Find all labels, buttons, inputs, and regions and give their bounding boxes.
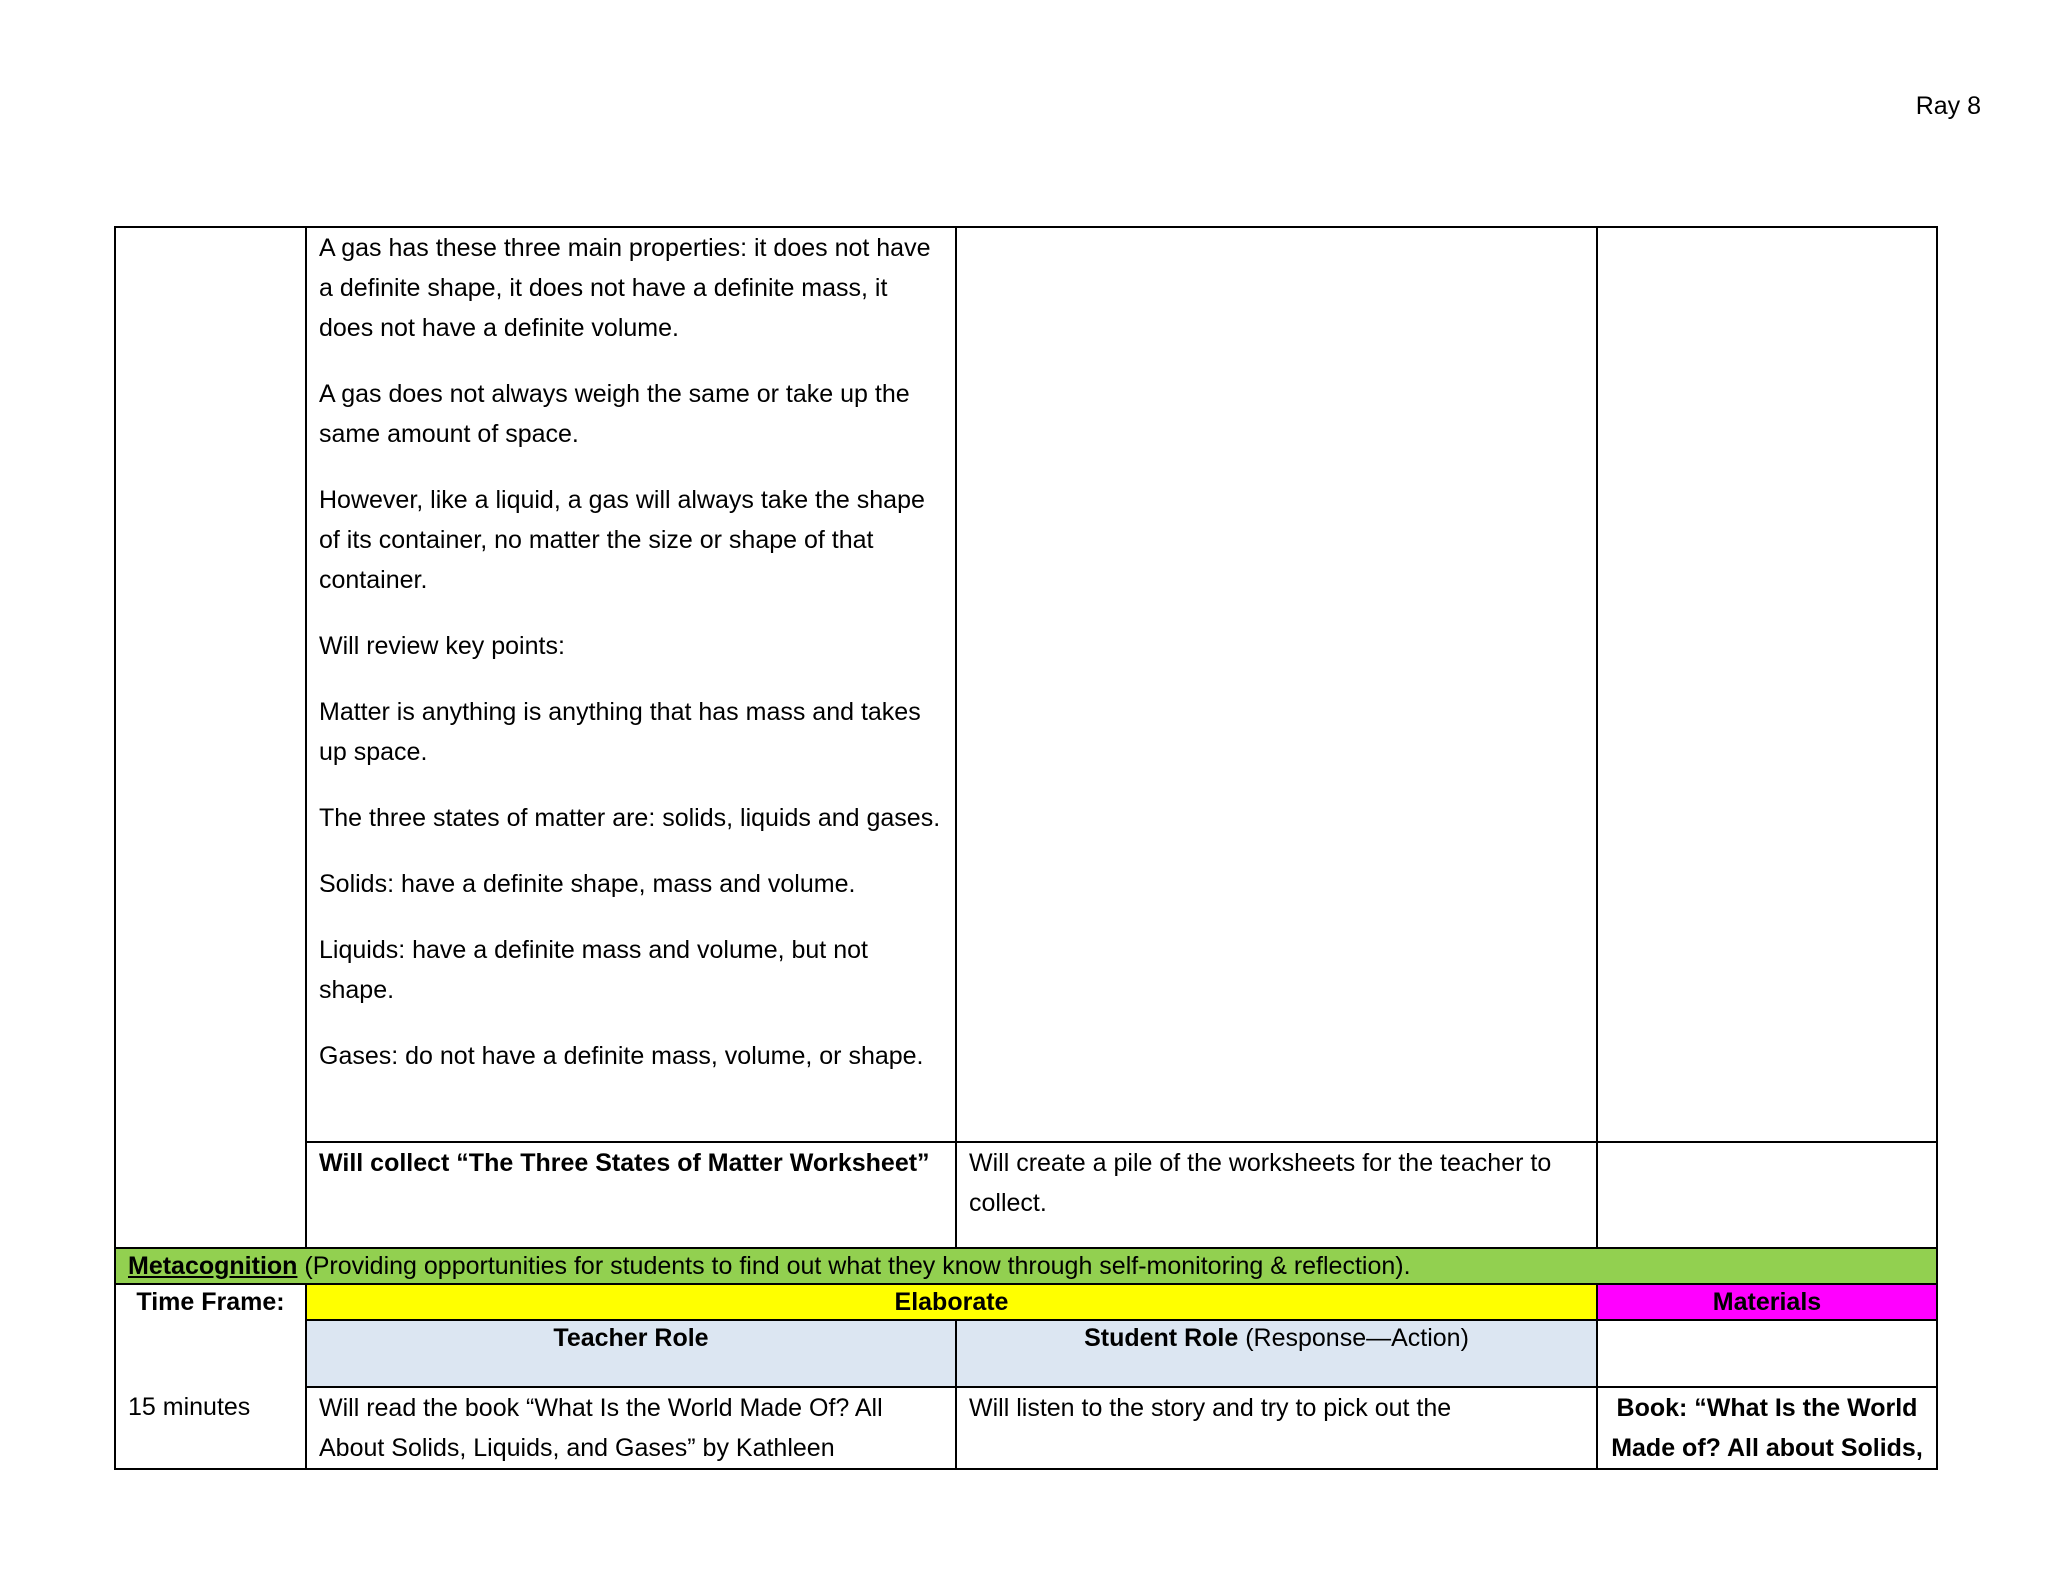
metacognition-description: (Providing opportunities for students to find out what they know through self-monitoring & reflection). [304,1252,1411,1280]
table-row [115,1320,1937,1387]
paragraph: Liquids: have a definite mass and volume, but not shape. [319,936,868,1004]
elaborate-phase-header: Elaborate [306,1284,1597,1320]
table-row [115,1142,1937,1248]
metacognition-title: Metacognition [128,1252,298,1280]
materials-header: Materials [1597,1284,1937,1320]
time-cell-empty [115,227,306,1142]
student-elaborate-cell: Will listen to the story and try to pick out the [956,1387,1597,1469]
time-frame-label: Time Frame: [115,1284,306,1320]
metacognition-banner [115,1248,1937,1284]
materials-empty-cell [1597,1320,1937,1387]
materials-empty-cell [1597,1142,1937,1248]
paragraph: A gas does not always weigh the same or take up the same amount of space. [319,380,910,448]
materials-content-cell [1597,227,1937,1142]
paragraph: Solids: have a definite shape, mass and volume. [319,870,856,898]
time-value-cell [115,1387,306,1469]
paragraph: Will review key points: [319,632,565,660]
time-value: 15 minutes [128,1393,251,1421]
table-row [115,1387,1937,1469]
paragraph: Gases: do not have a definite mass, volume, or shape. [319,1042,924,1070]
page-number-header: Ray 8 [1915,92,1981,120]
student-content-cell [956,227,1597,1142]
student-role-header [956,1320,1597,1387]
time-cell-empty [115,1320,306,1387]
time-cell-empty [115,1142,306,1248]
student-action-cell: Will create a pile of the worksheets for the teacher to collect. [956,1142,1597,1248]
teacher-action-cell: Will collect “The Three States of Matter Worksheet” [306,1142,956,1248]
teacher-content-cell [306,227,956,1142]
paragraph: Matter is anything is anything that has mass and takes up space. [319,698,921,766]
teacher-elaborate-cell: Will read the book “What Is the World Made Of? All About Solids, Liquids, and Gases” by Kathleen [306,1387,956,1469]
table-row [115,1284,1937,1320]
paragraph: However, like a liquid, a gas will always take the shape of its container, no matter the size or shape of that container. [319,486,925,594]
table-row [115,227,1937,1142]
student-role-label: Student Role [1084,1324,1239,1352]
paragraph: The three states of matter are: solids, liquids and gases. [319,804,941,832]
paragraph: A gas has these three main properties: it does not have a definite shape, it does not have a definite mass, it does not have a definite volume. [319,234,931,342]
materials-elaborate-cell: Book: “What Is the World Made of? All about Solids, [1597,1387,1937,1469]
lesson-plan-table [114,226,1938,1470]
teacher-role-header: Teacher Role [306,1320,956,1387]
table-row [115,1248,1937,1284]
student-role-suffix: (Response—Action) [1238,1324,1469,1352]
